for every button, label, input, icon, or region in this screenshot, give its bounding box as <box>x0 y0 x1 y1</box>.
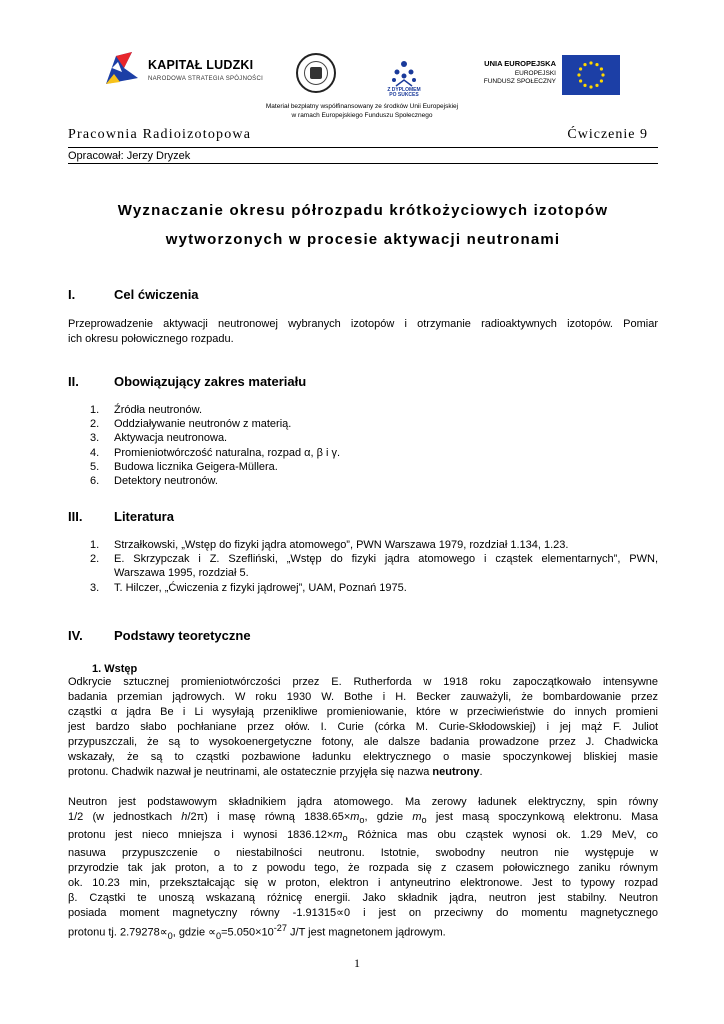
list-item-number: 1. <box>90 539 100 551</box>
list-item-number: 3. <box>90 432 100 445</box>
list-item <box>68 460 658 474</box>
eu-fund-line2: FUNDUSZ SPOŁECZNY <box>483 78 556 85</box>
list-item-number: 2. <box>90 418 100 431</box>
paragraph-line <box>68 828 658 846</box>
paragraph-line <box>68 765 658 780</box>
list-item <box>68 474 658 488</box>
exponent: -27 <box>273 923 287 934</box>
list-item-number: 4. <box>90 446 100 459</box>
running-header-left: Pracownia Radioizotopowa <box>68 127 252 142</box>
section-3-number: III. <box>68 509 83 524</box>
list-item-number: 6. <box>90 475 100 488</box>
list-item-text: Budowa licznika Geigera-Müllera. <box>114 460 278 473</box>
z-dyplomem-text: Z DYPLOMEM PO SUKCES <box>387 87 421 98</box>
section-1-title: Cel ćwiczenia <box>114 287 199 302</box>
text-run: protonu jest nieco mniejsza i wynosi 1836.12× <box>68 829 334 842</box>
header-rule-top <box>68 147 658 148</box>
author-line: Opracował: Jerzy Dryzek <box>68 150 191 162</box>
cofinancing-note <box>188 102 536 120</box>
mass-subscript: o <box>342 833 348 844</box>
mass-subscript: o <box>359 815 365 826</box>
text-run: /2π) i masę równą 1838.65× <box>187 811 351 823</box>
paragraph-line: β. Cząstki te unoszą wskazaną różnicę energii. Jako składnik jądra, neutron jest stabilny. Neutron <box>68 892 658 905</box>
list-item-text-line2: Warszawa 1995, rozdział 5. <box>114 567 249 580</box>
text-run: =5.050×10 <box>221 927 274 940</box>
list-item <box>68 431 658 445</box>
eu-fund-name <box>476 70 556 86</box>
section-1-text <box>68 317 658 347</box>
subscript: 0 <box>216 931 222 942</box>
section-3-title: Literatura <box>114 509 174 524</box>
list-item <box>68 581 658 595</box>
paragraph-line: posiada moment magnetyczny równy -1.91315∝0 i jest on przeciwny do momentu magnetycznego <box>68 907 658 920</box>
cofinancing-note-line2: w ramach Europejskiego Funduszu Społecznego <box>291 112 433 119</box>
list-item-number: 1. <box>90 404 100 416</box>
page-number: 1 <box>354 956 360 970</box>
kapital-ludzki-star-logo <box>102 48 142 88</box>
subsection-title: 1. Wstęp <box>92 663 138 675</box>
list-item <box>68 446 658 460</box>
section-4-number: IV. <box>68 628 83 643</box>
intro-paragraph-2 <box>68 795 658 944</box>
planck-symbol: h <box>181 811 188 823</box>
literature-list <box>68 538 658 595</box>
kapital-ludzki-title: KAPITAŁ LUDZKI <box>148 58 254 72</box>
paragraph-line: cząstki α jądra Be i Li wysyłają przenikliwe promieniowanie, które w przeciwieństwie do innych promieni <box>68 706 658 718</box>
list-item-text: T. Hilczer, „Ćwiczenia z fizyki jądrowej”, UAM, Poznań 1975. <box>114 581 407 594</box>
section-4-title: Podstawy teoretyczne <box>114 628 251 643</box>
text-run: 1/2 (w jednostkach <box>68 811 182 823</box>
text-run: protonu tj. 2.79278∝ <box>68 927 168 940</box>
list-item-text: Promieniotwórczość naturalna, rozpad α, β i γ. <box>114 446 341 459</box>
paragraph-line <box>68 921 658 944</box>
mass-symbol: m <box>412 811 422 823</box>
list-item-number: 2. <box>90 553 100 566</box>
paragraph-line-text: protonu. Chadwik nazwał je neutrinami, ale ostatecznie przyjęła się nazwa <box>68 766 433 778</box>
text-run: jest masą spoczynkową elektronu. Masa <box>426 811 658 823</box>
paragraph-line: przyrodzie tak jak proton, a to z powodu tego, że rozpada się z czasem połowicznego zaniku równym <box>68 862 658 875</box>
paragraph-line: nasuwa przypuszczenie o niestabilności neutronu. Istotnie, swobodny neutron nie występuje w <box>68 847 658 860</box>
neutrony-term: neutrony <box>432 766 480 778</box>
text-run: , gdzie ∝ <box>172 927 217 940</box>
list-item <box>68 552 658 580</box>
mass-subscript: o <box>421 815 427 826</box>
university-seal-emblem <box>310 67 322 79</box>
section-1-text-line1: Przeprowadzenie aktywacji neutronowej wybranych izotopów i otrzymanie radioaktywnych izotopów. Pomiar <box>68 318 658 330</box>
list-item <box>68 403 658 417</box>
section-2-title: Obowiązujący zakres materiału <box>114 374 307 389</box>
list-item <box>68 538 658 552</box>
subscript: 0 <box>167 931 173 942</box>
material-list <box>68 403 658 488</box>
paragraph-line <box>68 810 658 828</box>
header-rule-bottom <box>68 163 658 164</box>
list-item-text: Aktywacja neutronowa. <box>114 432 228 445</box>
list-item <box>68 417 658 431</box>
list-item-text: Źródła neutronów. <box>114 404 203 416</box>
text-run: , gdzie <box>364 811 413 823</box>
paragraph-line: wskazały, że są to cząstki pozbawione ładunku elektrycznego o masie spoczynkowej bliskiej masie <box>68 751 658 763</box>
running-header-right: Ćwiczenie 9 <box>567 127 648 142</box>
section-1-number: I. <box>68 287 76 302</box>
section-1-text-line2: ich okresu połowicznego rozpadu. <box>68 333 234 345</box>
paragraph-line: przypuszczali, że są to wysokoenergetyczne fotony, ale dalsze badania prowadzone przez J. Chadwicka <box>68 736 658 748</box>
eu-title: UNIA EUROPEJSKA <box>484 59 556 68</box>
list-item-text-line1: E. Skrzypczak i Z. Szefliński, „Wstęp do fizyki jądra atomowego i cząstek elementarnych”, PWN, <box>114 553 658 566</box>
cofinancing-note-line1: Materiał bezpłatny współfinansowany ze środków Unii Europejskiej <box>265 103 459 110</box>
kapital-ludzki-subtitle: NARODOWA STRATEGIA SPÓJNOŚCI <box>148 76 264 82</box>
list-item-text: Oddziaływanie neutronów z materią. <box>114 418 292 431</box>
eu-fund-line1: EUROPEJSKI <box>514 70 556 77</box>
paragraph-line: jest bardzo słabo pochłaniane przez ołów. I. Curie (córka M. Curie-Skłodowskiej) i jej mąż F. Juliot <box>68 721 658 733</box>
paragraph-line: badania przemian jądrowych. W roku 1930 W. Bothe i H. Becker zauważyli, że bombardowanie przez <box>68 691 658 703</box>
text-run: J/T jest magnetonem jądrowym. <box>286 927 446 940</box>
eu-stars-icon <box>562 55 620 95</box>
paragraph-line: ok. 10.23 min, przekształcając się w proton, elektron i antyneutrino elektronowe. Jest to typowy rozpad <box>68 877 658 890</box>
document-title-line2: wytworzonych w procesie aktywacji neutronami <box>165 231 561 248</box>
text-run: Różnica mas obu cząstek wynosi ok. 1.29 MeV, co <box>347 829 658 842</box>
intro-paragraph-1 <box>68 675 658 780</box>
document-title-line1: Wyznaczanie okresu półrozpadu krótkożyciowych izotopów <box>117 202 609 219</box>
mass-symbol: m <box>350 811 360 823</box>
paragraph-line: Neutron jest podstawowym składnikiem jądra atomowego. Ma zerowy ładunek elektryczny, spin równy <box>68 796 658 808</box>
paragraph-line-end: . <box>479 766 483 778</box>
eu-flag-icon <box>562 55 620 95</box>
paragraph-line: Odkrycie sztucznej promieniotwórczości przez E. Rutherforda w 1918 roku zapoczątkowało intensywne <box>68 676 658 688</box>
list-item-text: Strzałkowski, „Wstęp do fizyki jądra atomowego”, PWN Warszawa 1979, rozdział 1.134, 1.23. <box>114 539 569 551</box>
list-item-number: 3. <box>90 581 100 594</box>
section-2-number: II. <box>68 374 79 389</box>
mass-symbol: m <box>333 829 343 842</box>
list-item-number: 5. <box>90 460 100 473</box>
list-item-text: Detektory neutronów. <box>114 475 218 488</box>
